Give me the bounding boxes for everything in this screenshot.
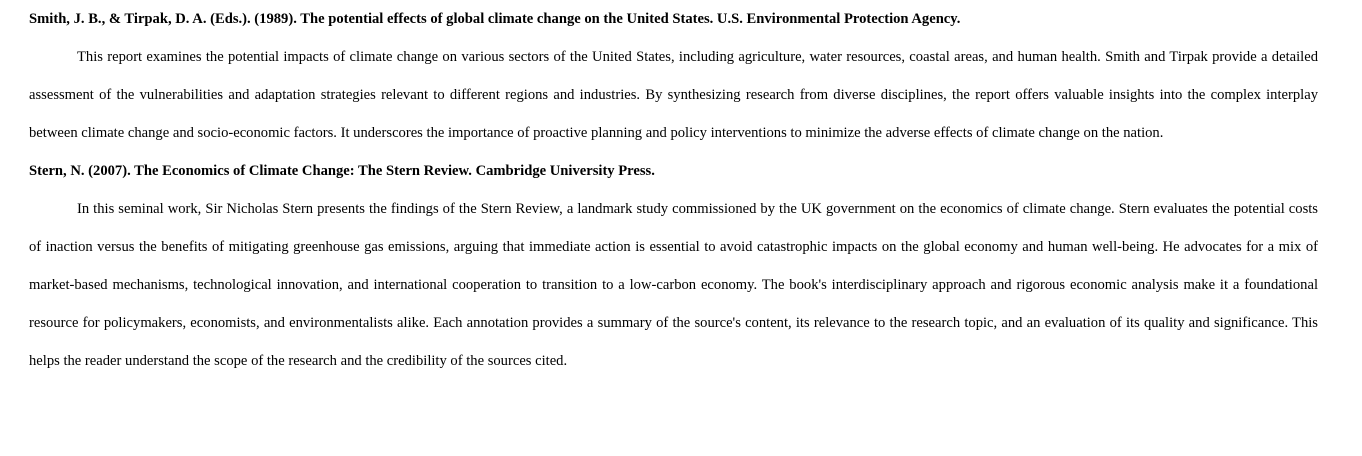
citation-stern: Stern, N. (2007). The Economics of Climate Change: The Stern Review. Cambridge University Press. [29,163,655,179]
citation-smith-tirpak: Smith, J. B., & Tirpak, D. A. (Eds.). (1989). The potential effects of global climate change on the United States. U.S. Environmental Protection Agency. [29,11,961,27]
document-page [29,0,1318,380]
annotation-smith-tirpak: This report examines the potential impacts of climate change on various sectors of the United States, including agriculture, water resources, coastal areas, and human health. Smith and Tirpak provide a detailed assessment of the vulnerabilities and adaptation strategies relevant to different regions and industries. By synthesizing research from diverse disciplines, the report offers valuable insights into the complex interplay between climate change and socio-economic factors. It underscores the importance of proactive planning and policy interventions to minimize the adverse effects of climate change on the nation. [29,49,1318,141]
annotation-stern: In this seminal work, Sir Nicholas Stern presents the findings of the Stern Review, a landmark study commissioned by the UK government on the economics of climate change. Stern evaluates the potential costs of inaction versus the benefits of mitigating greenhouse gas emissions, arguing that immediate action is essential to avoid catastrophic impacts on the global economy and human well-being. He advocates for a mix of market-based mechanisms, technological innovation, and international cooperation to transition to a low-carbon economy. The book's interdisciplinary approach and rigorous economic analysis make it a foundational resource for policymakers, economists, and environmentalists alike. Each annotation provides a summary of the source's content, its relevance to the research topic, and an evaluation of its quality and significance. This helps the reader understand the scope of the research and the credibility of the sources cited. [29,201,1318,369]
